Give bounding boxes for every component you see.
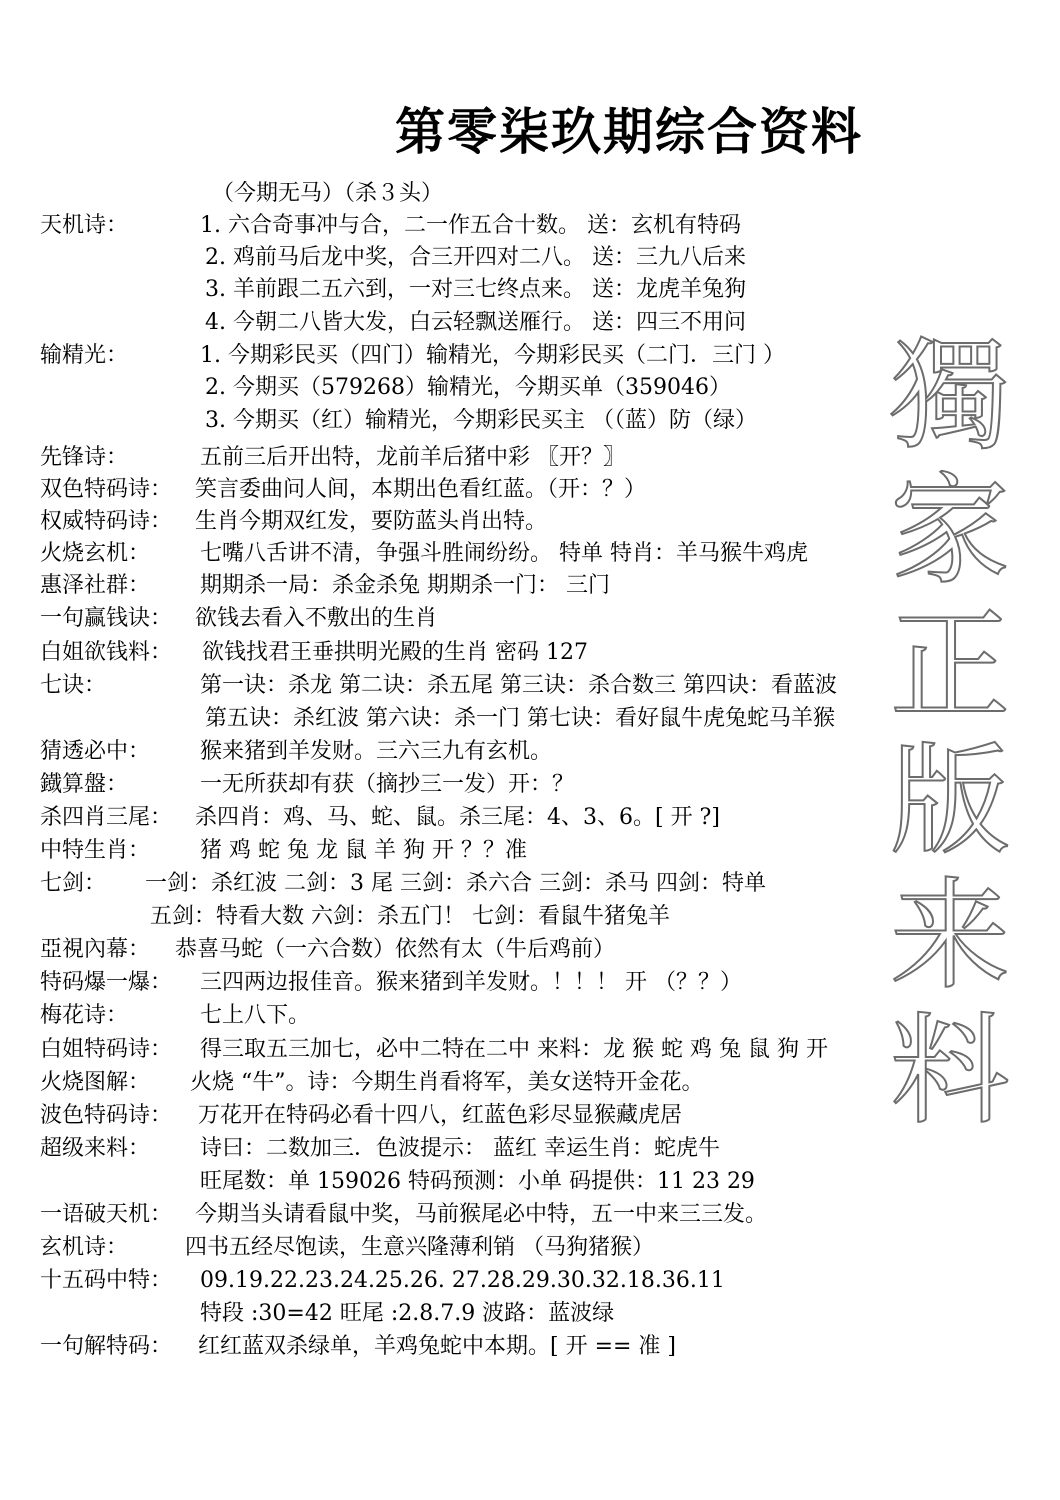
row-text: 1. 六合奇事冲与合，二一作五合十数。 送：玄机有特码 [200, 213, 741, 238]
row-label: 输精光： [40, 343, 129, 368]
row-text: 2. 今期买（579268）输精光，今期买单（359046） [205, 375, 731, 400]
row-text: 七嘴八舌讲不清，争强斗胜闹纷纷。 特单 特肖：羊马猴牛鸡虎 [200, 541, 808, 566]
row-text: 笑言委曲问人间，本期出色看红蓝。（开：？） [195, 477, 647, 502]
row-text: 猪 鸡 蛇 兔 龙 鼠 羊 狗 开 ？？准 [200, 838, 527, 863]
row-text: 红红蓝双杀绿单，羊鸡兔蛇中本期。[ 开 == 准 ] [198, 1334, 677, 1359]
row-text: 09.19.22.23.24.25.26. 27.28.29.30.32.18.36.11 [200, 1268, 725, 1293]
row-text: 万花开在特码必看十四八，红蓝色彩尽显猴藏虎居 [198, 1103, 683, 1128]
row-label: 火烧图解： [40, 1070, 151, 1095]
row-label: 一句赢钱诀： [40, 606, 173, 631]
row-label: 白姐欲钱料： [40, 640, 173, 665]
row-text: 生肖今期双红发，要防蓝头肖出特。 [195, 509, 548, 534]
row-label: 超级来料： [40, 1136, 151, 1161]
row-text: 一剑：杀红波 二剑：3 尾 三剑：杀六合 三剑：杀马 四剑：特单 [145, 871, 766, 896]
row-text: 一无所获却有获（摘抄三一发）开：？ [200, 772, 575, 797]
row-label: 七剑： [40, 871, 107, 896]
row-label: 天机诗： [40, 213, 129, 238]
row-text: 猴来猪到羊发财。三六三九有玄机。 [200, 739, 553, 764]
row-label: 杀四肖三尾： [40, 805, 173, 830]
row-label: 火烧玄机： [40, 541, 151, 566]
row-text: 3. 今期买（红）输精光，今期彩民买主 （（蓝）防（绿） [205, 408, 757, 433]
row-text: 4. 今朝二八皆大发，白云轻飘送雁行。 送：四三不用问 [205, 310, 746, 335]
row-label: 亞視內幕： [40, 937, 151, 962]
row-text: 诗曰：二数加三．色波提示： 蓝红 幸运生肖：蛇虎牛 [200, 1136, 720, 1161]
row-label: 梅花诗： [40, 1003, 129, 1028]
watermark-char: 家 [890, 462, 1010, 601]
watermark-char: 獨 [890, 327, 1010, 466]
row-text: 四书五经尽饱读，生意兴隆薄利销 （马狗猪猴） [185, 1235, 654, 1260]
row-label: 玄机诗： [40, 1235, 129, 1260]
row-text: 七上八下。 [200, 1003, 311, 1028]
row-text: 三四两边报佳音。猴来猪到羊发财。！！！ 开 （？？） [200, 970, 742, 995]
row-text: 旺尾数：单 159026 特码预测：小单 码提供：11 23 29 [200, 1169, 755, 1194]
watermark-char: 来 [890, 867, 1010, 1006]
row-label: 中特生肖： [40, 838, 151, 863]
row-label: 特码爆一爆： [40, 970, 173, 995]
row-text: 恭喜马蛇（一六合数）依然有太（牛后鸡前） [175, 937, 616, 962]
row-label: 权威特码诗： [40, 509, 173, 534]
row-label: 先锋诗： [40, 445, 129, 470]
watermark-char: 料 [890, 1002, 1010, 1141]
row-label: 七诀： [40, 673, 107, 698]
watermark [885, 300, 1015, 1141]
row-label: 波色特码诗： [40, 1103, 173, 1128]
row-text: 1. 今期彩民买（四门）输精光，今期彩民买（二门．三门 ） [200, 343, 785, 368]
row-text: 杀四肖：鸡、马、蛇、鼠。杀三尾：4、3、6。[ 开 ?] [195, 805, 720, 830]
row-text: 五前三后开出特，龙前羊后猪中彩 〖开？〗 [200, 445, 625, 470]
watermark-char: 正 [890, 597, 1010, 736]
row-text: 得三取五三加七，必中二特在二中 来料：龙 猴 蛇 鸡 兔 鼠 狗 开 [200, 1037, 828, 1062]
page-title: 第零柒玖期综合资料 [395, 102, 863, 161]
row-text: 第五诀：杀红波 第六诀：杀一门 第七诀：看好鼠牛虎兔蛇马羊猴 [205, 706, 835, 731]
subtitle: （今期无马）（杀３头） [212, 181, 444, 206]
row-label: 猜透必中： [40, 739, 151, 764]
row-label: 鐡算盤： [40, 772, 129, 797]
row-text: 第一诀：杀龙 第二诀：杀五尾 第三诀：杀合数三 第四诀：看蓝波 [200, 673, 837, 698]
row-text: 2. 鸡前马后龙中奖，合三开四对二八。 送：三九八后来 [205, 245, 746, 270]
row-label: 一语破天机： [40, 1202, 173, 1227]
row-label: 十五码中特： [40, 1268, 173, 1293]
row-text: 欲钱找君王垂拱明光殿的生肖 密码 127 [202, 640, 588, 665]
row-text: 欲钱去看入不敷出的生肖 [195, 606, 438, 631]
row-label: 双色特码诗： [40, 477, 173, 502]
row-label: 白姐特码诗： [40, 1037, 173, 1062]
row-text: 五剑：特看大数 六剑：杀五门！ 七剑：看鼠牛猪兔羊 [150, 904, 670, 929]
row-text: 期期杀一局：杀金杀兔 期期杀一门： 三门 [200, 573, 610, 598]
row-text: 火烧 “牛”。诗：今期生肖看将军，美女送特开金花。 [190, 1070, 704, 1095]
row-text: 3. 羊前跟二五六到，一对三七终点来。 送：龙虎羊兔狗 [205, 277, 746, 302]
row-text: 特段 :30=42 旺尾 :2.8.7.9 波路：蓝波绿 [200, 1301, 615, 1326]
watermark-char: 版 [890, 732, 1010, 871]
row-label: 惠泽社群： [40, 573, 151, 598]
row-label: 一句解特码： [40, 1334, 173, 1359]
row-text: 今期当头请看鼠中奖，马前猴尾必中特，五一中来三三发。 [195, 1202, 768, 1227]
